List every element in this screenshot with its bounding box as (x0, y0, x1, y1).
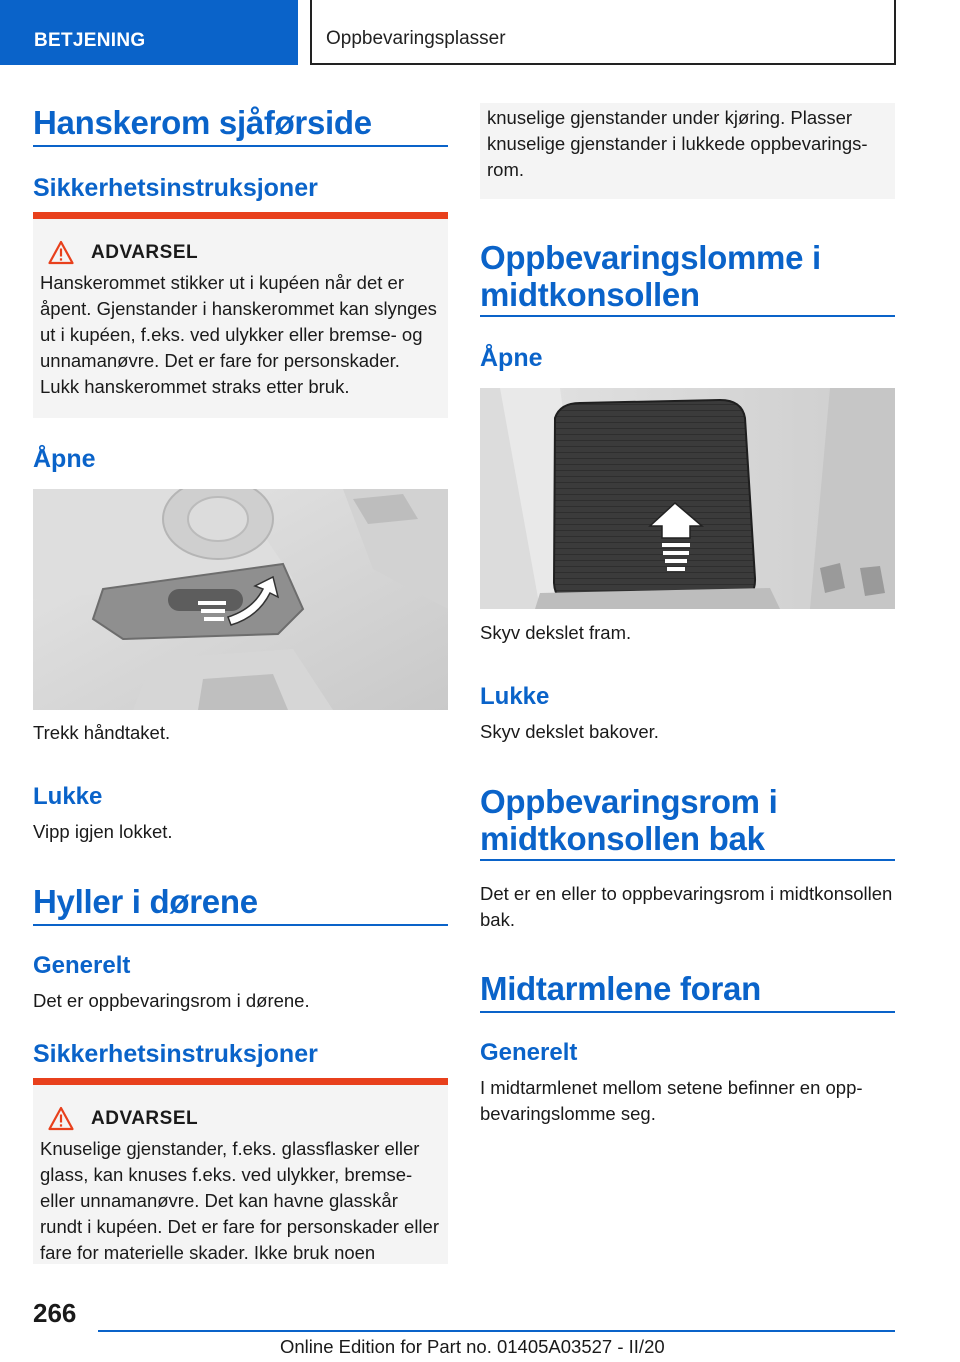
warning-box (33, 212, 448, 418)
warning-continuation (480, 103, 895, 199)
heading-rule (480, 315, 895, 317)
warning-text: Hanskerommet stikker ut i kupéen når det er åpent. Gjenstander i hanskerommet kan slynges ut i kupéen, f.eks. ved ulykker eller bremse- og unnamanøvre. Det er fare for personskader. Lukk hanskerommet straks etter bruk. (40, 272, 437, 397)
rear-storage-text: Det er en eller to oppbevaringsrom i midtkonsollen bak. (480, 883, 893, 930)
heading-safety: Sikkerhetsinstruksjoner (33, 1040, 318, 1068)
warning-triangle-icon (48, 240, 74, 266)
warning-text: Knuselige gjenstander, f.eks. glassflasker eller glass, kan knuses f.eks. ved ulykker, bremse- eller unnamanøvre. Det kan havne glasskår rundt i kupéen. Det er fare for personskader eller fare for materielle skader. Ikke bruk noen (40, 1138, 439, 1263)
section-tab (0, 0, 298, 65)
chapter-header (310, 0, 896, 65)
open-caption: Trekk håndtaket. (33, 722, 171, 743)
chapter-label: Oppbevaringsplasser (326, 28, 506, 49)
heading-front-armrest: Midtarmlene foran (480, 970, 761, 1007)
warning-label: ADVARSEL (91, 1108, 199, 1129)
heading-general: Generelt (480, 1039, 578, 1066)
heading-safety: Sikkerhetsinstruksjoner (33, 174, 318, 202)
heading-close: Lukke (480, 683, 550, 710)
edition-text: Online Edition for Part no. 01405A03527 - II/20 (280, 1336, 665, 1357)
heading-open: Åpne (33, 445, 96, 473)
glovebox-photo (33, 489, 448, 710)
heading-close: Lukke (33, 783, 103, 810)
warning-label: ADVARSEL (91, 242, 199, 263)
footer-rule (98, 1330, 895, 1332)
warning-header (40, 1104, 440, 1134)
heading-rule (480, 1011, 895, 1013)
console-pocket-photo (480, 388, 895, 609)
heading-rule (33, 924, 448, 926)
warning-text: knuselige gjenstander under kjøring. Plasser knuselige gjenstander i lukkede oppbevaringsrom. (487, 107, 868, 180)
section-label: BETJENING (34, 30, 146, 51)
heading-center-console-pocket: Oppbevaringslomme i midtkonsollen (480, 239, 821, 313)
open-caption: Skyv dekslet fram. (480, 622, 632, 643)
general-text: Det er oppbevaringsrom i dørene. (33, 990, 310, 1011)
heading-rule (33, 145, 448, 147)
close-text: Vipp igjen lokket. (33, 821, 173, 842)
warning-box (33, 1078, 448, 1264)
warning-header (40, 238, 440, 268)
heading-open: Åpne (480, 344, 543, 372)
heading-glovebox: Hanskerom sjåførside (33, 104, 372, 141)
warning-triangle-icon (48, 1106, 74, 1132)
heading-door-shelves: Hyller i dørene (33, 883, 258, 920)
close-text: Skyv dekslet bakover. (480, 721, 659, 742)
page-number: 266 (33, 1298, 77, 1328)
heading-rule (480, 859, 895, 861)
heading-rear-console-storage: Oppbevaringsrom i midtkonsollen bak (480, 783, 778, 857)
heading-general: Generelt (33, 952, 131, 979)
armrest-text: I midtarmlenet mellom setene befinner en oppbevaringslomme seg. (480, 1077, 863, 1124)
